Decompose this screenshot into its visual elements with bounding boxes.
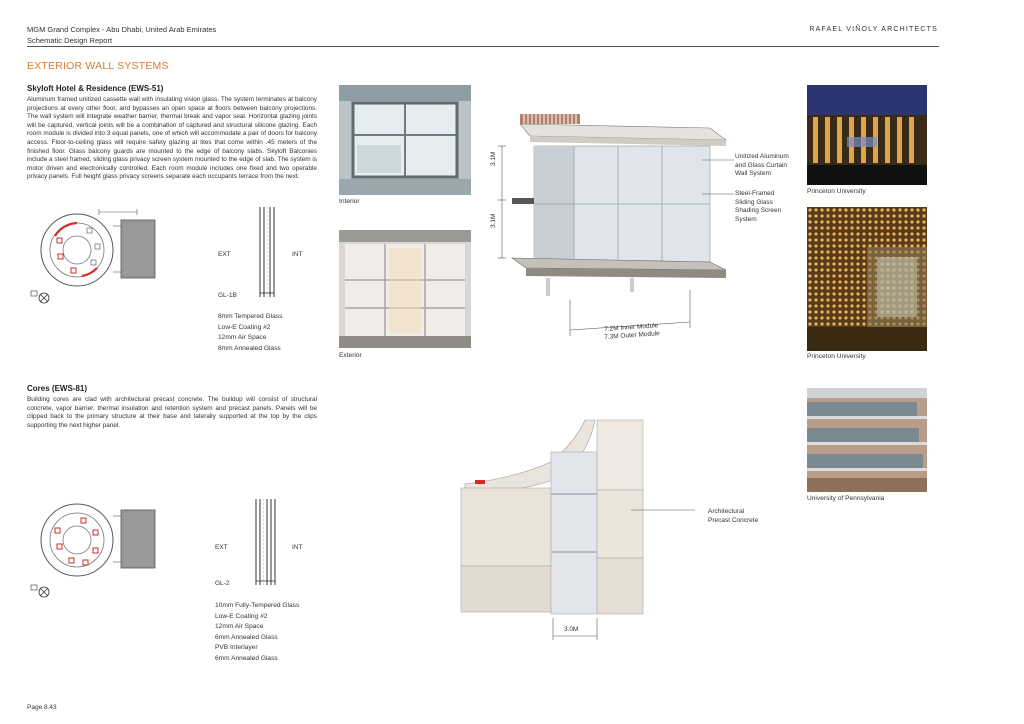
princeton-screen-photo [807,207,927,351]
cores-int-label: INT [292,544,303,551]
spec-line: Low-E Coating #2 [215,612,268,620]
skyloft-dim-inner-module: 7.2M Inner Module [604,322,659,333]
project-name: MGM Grand Complex - Abu Dhabi, United Arab Emirates [27,25,217,34]
exterior-caption: Exterior [339,352,362,359]
callout-line: Unitized Aluminum [735,153,789,160]
callout-line: Precast Concrete [708,516,759,524]
skyloft-dim-height-lower: 3.1M [490,213,497,228]
spec-line: PVB Interlayer [215,644,258,652]
cores-dim-width: 3.0M [564,626,579,633]
skyloft-dim-height-upper: 3.1M [490,151,497,166]
page-title: EXTERIOR WALL SYSTEMS [27,60,169,72]
skyloft-glass-type: GL-1B [218,292,237,299]
spec-line: 6mm Annealed Glass [215,633,278,641]
skyloft-dim-outer-module: 7.3M Outer Module [604,330,660,341]
callout-line: Wall System [735,170,771,177]
skyloft-glass-specs [218,312,282,354]
spec-line: 8mm Annealed Glass [218,344,281,352]
callout-line: Sliding Glass [735,198,773,206]
skyloft-heading: Skyloft Hotel & Residence (EWS-51) [27,84,164,93]
callout-precast [708,508,758,525]
cores-heading: Cores (EWS-81) [27,384,88,393]
skyloft-wall-axonometric [490,100,790,350]
cores-ext-label: EXT [215,544,228,551]
header-divider [27,46,939,47]
spec-line: 10mm Fully-Tempered Glass [215,602,300,609]
firm-logo-text: RAFAEL VIÑOLY ARCHITECTS [809,26,938,33]
spec-line: 8mm Tempered Glass [218,313,283,320]
skyloft-plan-key-diagram [27,206,167,306]
skyloft-description: Aluminum framed unitized cassette wall with insulating vision glass. The system terminates at balcony projections at every other floor, and bypasses an open space at floors between balcony projections. The wall system will integrate weather barrier, thermal break and vapor seal. Horizontal glazing joints will be captured, vertical joints will be a combination of captured and structural silicone glazing. Each room module is divided into 3 equal panels, one of which will accommodate a pair of doors for balcony access. Floor-to-ceiling glass will require safety glazing at lites that come within .45 meters of the finished floor. Glass balcony guards are mounted to the edge of balcony slabs. Skyloft Balconies include a steel framed, sliding glass privacy screen system mounted to the edge of slab. The system is motor driven and electronically controlled. Each room module includes one fixed and two operable privacy panels. Full height glass privacy screens separate each occupants terrace from the next. [27,96,317,181]
interior-rendering-photo [339,85,471,195]
callout-line: Architectural [708,508,745,515]
upenn-building-photo [807,388,927,492]
skyloft-ext-label: EXT [218,251,231,258]
report-name: Schematic Design Report [27,36,113,45]
princeton-night-photo [807,85,927,185]
header-project-info [27,24,216,46]
interior-caption: Interior [339,198,360,205]
skyloft-int-label: INT [292,251,303,258]
ref-photo-caption-2: Princeton University [807,353,866,360]
callout-line: and Glass Curtain [735,161,788,169]
cores-glass-specs [215,601,299,665]
ref-photo-caption-upenn: University of Pennsylvania [807,495,885,502]
page-number: Page 8.43 [27,704,57,711]
spec-line: 6mm Annealed Glass [215,654,278,662]
ref-photo-caption-1: Princeton University [807,188,866,195]
callout-line: Shading Screen [735,207,782,214]
callout-line: Steel-Framed [735,190,775,197]
callout-curtain-wall [735,153,789,179]
cores-precast-axonometric [455,412,695,642]
callout-shading-screen [735,190,781,224]
skyloft-glazing-section-detail [252,205,282,300]
cores-description: Building cores are clad with architectural precast concrete. The buildup will consist of structural concrete, vapor barrier, thermal insulation and retention system and precast panels. Panels will be clipped back to the primary structure at their base and laterally supported at the top by the clips supporting the next higher panel. [27,396,317,429]
spec-line: 12mm Air Space [218,334,267,342]
callout-line: System [735,215,757,223]
cores-glazing-section-detail [250,497,284,589]
exterior-rendering-photo [339,230,471,348]
cores-glass-type: GL-2 [215,580,230,587]
cores-plan-key-diagram [27,498,167,602]
spec-line: Low-E Coating #2 [218,323,271,331]
spec-line: 12mm Air Space [215,623,264,631]
